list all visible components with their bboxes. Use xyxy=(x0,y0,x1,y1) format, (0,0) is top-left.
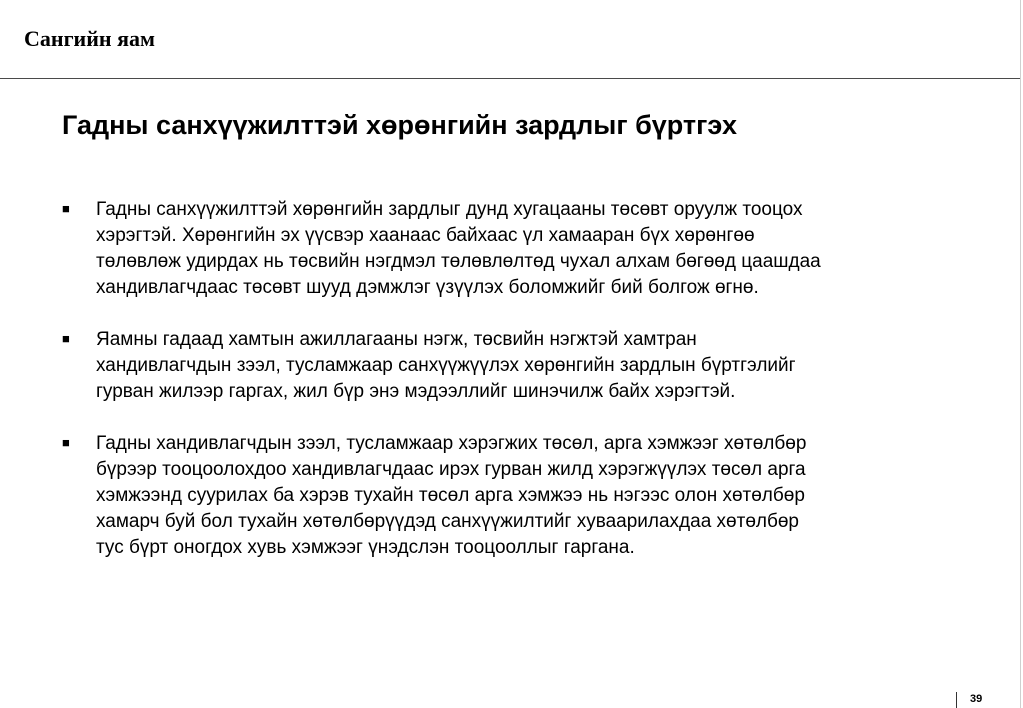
bullet-line: тус бүрт оногдох хувь хэмжээг үнэдслэн тооцооллыг гаргана. xyxy=(96,537,635,558)
ministry-title: Сангийн яам xyxy=(24,26,155,51)
page-number: 39 xyxy=(970,693,983,705)
bullet-text-2 xyxy=(96,327,962,405)
slide-title: Гадны санхүүжилттэй хөрөнгийн зардлыг бүртгэх xyxy=(62,110,737,140)
footer-separator xyxy=(956,692,957,708)
bullet-line: Гадны санхүүжилттэй хөрөнгийн зардлыг дунд хугацааны төсөвт оруулж тооцох xyxy=(96,199,803,220)
bullet-text-3 xyxy=(96,431,962,561)
bullet-line: хандивлагчдаас төсөвт шууд дэмжлэг үзүүлэх боломжийг бий болгож өгнө. xyxy=(96,277,759,298)
bullet-line: хэмжээнд суурилах ба хэрэв тухайн төсөл арга хэмжээ нь нэгээс олон хөтөлбөр xyxy=(96,485,805,506)
bullet-text-1 xyxy=(96,197,962,301)
bullet-list xyxy=(62,197,962,587)
header-bar xyxy=(0,0,1020,79)
right-border-line xyxy=(1020,0,1021,708)
bullet-line: хандивлагчдын зээл, тусламжаар санхүүжүүлэх хөрөнгийн зардлын бүртгэлийг xyxy=(96,355,796,376)
bullet-item-2 xyxy=(62,327,962,405)
bullet-item-3 xyxy=(62,431,962,561)
bullet-square-icon: ■ xyxy=(62,331,70,346)
bullet-line: гурван жилээр гаргах, жил бүр энэ мэдээллийг шинэчилж байх хэрэгтэй. xyxy=(96,381,736,402)
bullet-line: Гадны хандивлагчдын зээл, тусламжаар хэрэгжих төсөл, арга хэмжээг хөтөлбөр xyxy=(96,433,807,454)
bullet-line: төлөвлөж удирдах нь төсвийн нэгдмэл төлөвлөлтөд чухал алхам бөгөөд цаашдаа xyxy=(96,251,821,272)
bullet-line: Яамны гадаад хамтын ажиллагааны нэгж, төсвийн нэгжтэй хамтран xyxy=(96,329,697,350)
bullet-item-1 xyxy=(62,197,962,301)
bullet-square-icon: ■ xyxy=(62,201,70,216)
bullet-line: бүрээр тооцоолохдоо хандивлагчдаас ирэх гурван жилд хэрэгжүүлэх төсөл арга xyxy=(96,459,806,480)
bullet-square-icon: ■ xyxy=(62,435,70,450)
bullet-line: хэрэгтэй. Хөрөнгийн эх үүсвэр хаанаас байхаас үл хамааран бүх хөрөнгөө xyxy=(96,225,755,246)
bullet-line: хамарч буй бол тухайн хөтөлбөрүүдэд санхүүжилтийг хуваарилахдаа хөтөлбөр xyxy=(96,511,799,532)
